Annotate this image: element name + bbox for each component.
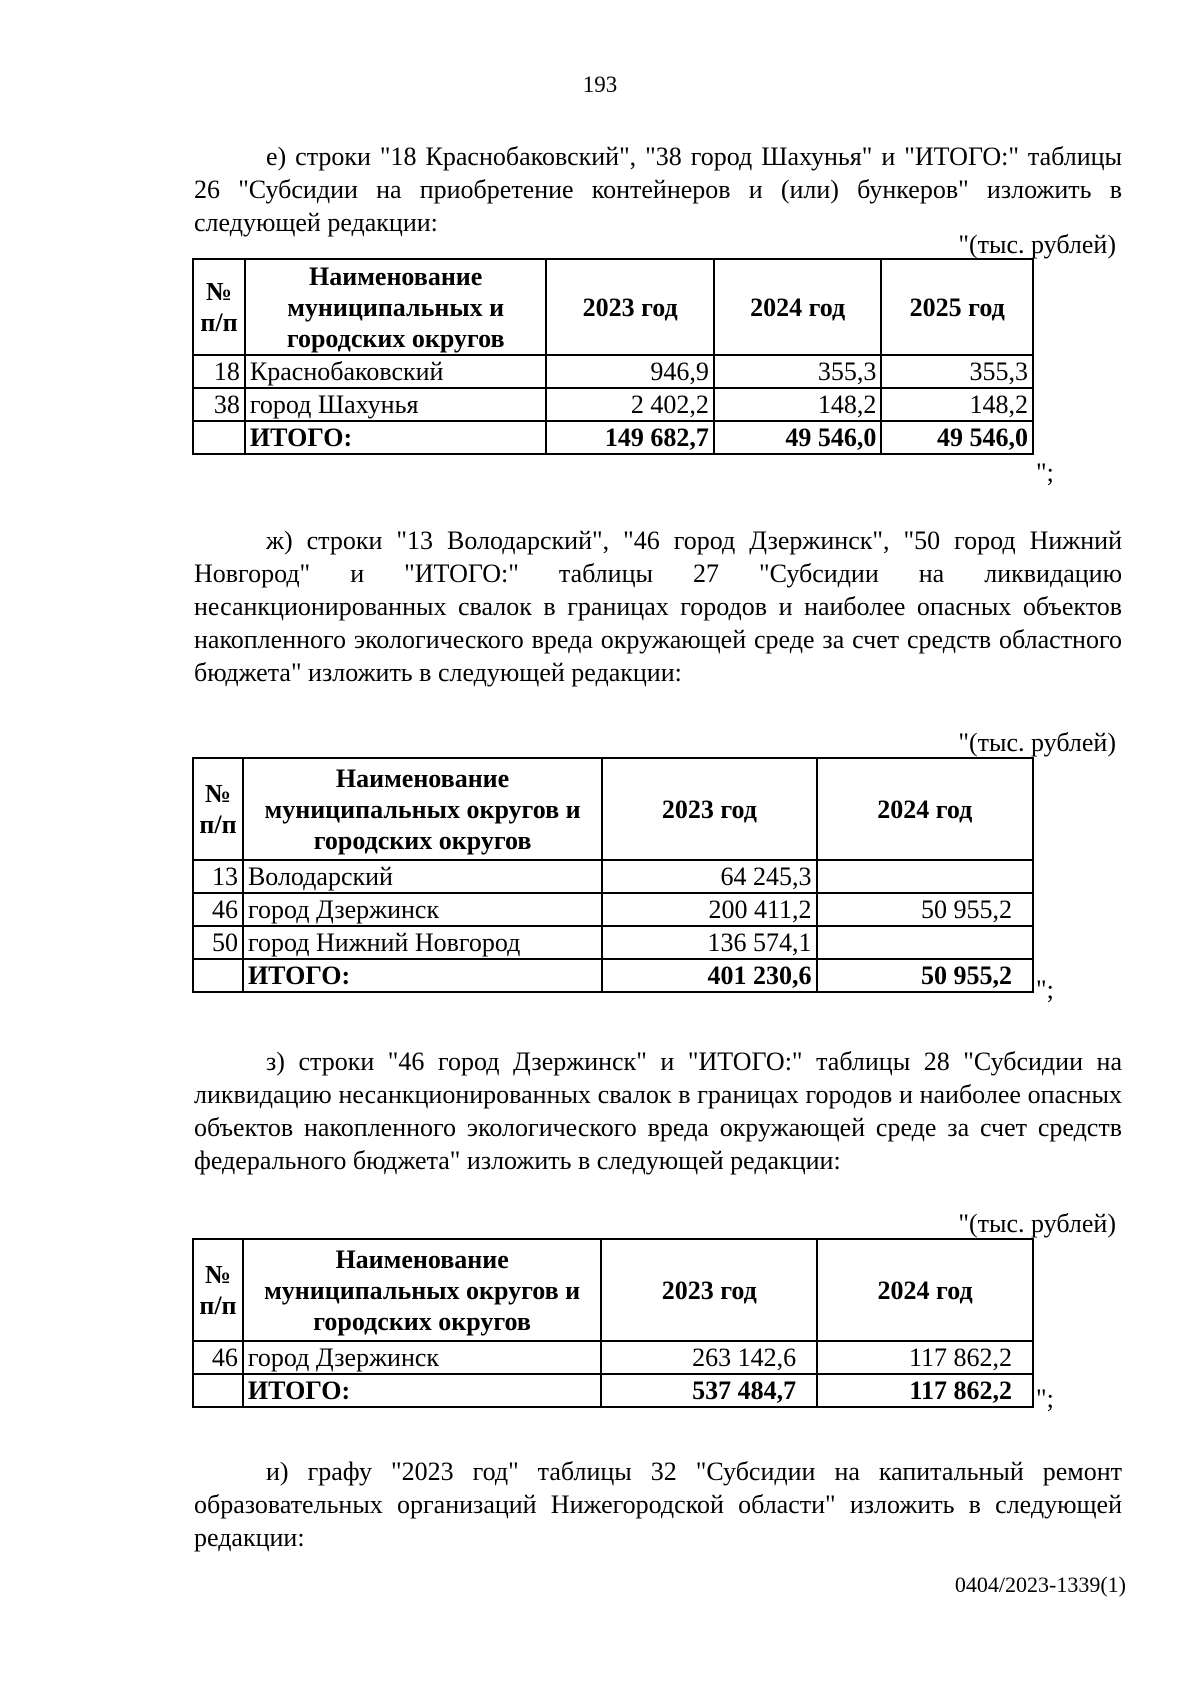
header-2024: 2024 год	[714, 259, 881, 355]
header-num: № п/п	[193, 259, 245, 355]
total-row	[193, 421, 1033, 454]
paragraph-zh	[194, 524, 1122, 689]
row-num: 50	[193, 926, 243, 959]
total-num-cell	[193, 959, 243, 992]
table-26	[192, 258, 1034, 455]
header-name: Наименование муниципальных и городских округов	[245, 259, 547, 355]
header-2023: 2023 год	[602, 758, 816, 860]
row-name: город Дзержинск	[243, 1341, 601, 1374]
header-name: Наименование муниципальных округов и городских округов	[243, 758, 602, 860]
header-num: № п/п	[193, 1239, 243, 1341]
row-2024	[817, 860, 1033, 893]
paragraph-z-text: з) строки "46 город Дзержинск" и "ИТОГО:" таблицы 28 "Субсидии на ликвидацию несанкционированных свалок в границах городов и наиболее опасных объектов накопленного экологического вреда окружающей среде за счет средств федерального бюджета" изложить в следующей редакции:	[194, 1047, 1122, 1175]
table-row	[193, 355, 1033, 388]
total-2023: 149 682,7	[546, 421, 713, 454]
paragraph-e	[194, 140, 1122, 239]
total-2024: 117 862,2	[817, 1374, 1033, 1407]
unit-label-e: "(тыс. рублей)	[958, 230, 1116, 259]
total-2025: 49 546,0	[881, 421, 1033, 454]
paragraph-e-text: е) строки "18 Краснобаковский", "38 город Шахунья" и "ИТОГО:" таблицы 26 "Субсидии на приобретение контейнеров и (или) бункеров" изложить в следующей редакции:	[194, 142, 1122, 237]
row-2025: 148,2	[881, 388, 1033, 421]
total-2024: 50 955,2	[817, 959, 1033, 992]
row-2023: 2 402,2	[546, 388, 713, 421]
row-2025: 355,3	[881, 355, 1033, 388]
row-num: 13	[193, 860, 243, 893]
total-row	[193, 959, 1033, 992]
table-row	[193, 860, 1033, 893]
row-num: 38	[193, 388, 245, 421]
paragraph-i	[194, 1455, 1122, 1554]
table-row	[193, 388, 1033, 421]
table-row	[193, 1341, 1033, 1374]
table-27	[192, 757, 1034, 993]
paragraph-i-text: и) графу "2023 год" таблицы 32 "Субсидии на капитальный ремонт образовательных организаций Нижегородской области" изложить в следующей редакции:	[194, 1457, 1122, 1552]
row-2023: 946,9	[546, 355, 713, 388]
row-2023: 263 142,6	[601, 1341, 817, 1374]
paragraph-zh-text: ж) строки "13 Володарский", "46 город Дзержинск", "50 город Нижний Новгород" и "ИТОГО:" таблицы 27 "Субсидии на ликвидацию несанкционированных свалок в границах городов и наиболее опасных объектов накопленного экологического вреда окружающей среде за счет средств областного бюджета" изложить в следующей редакции:	[194, 526, 1122, 687]
header-2024: 2024 год	[817, 1239, 1033, 1341]
row-2023: 136 574,1	[602, 926, 816, 959]
row-num: 46	[193, 893, 243, 926]
unit-label-zh: "(тыс. рублей)	[958, 728, 1116, 757]
closing-quote-e: ";	[1036, 458, 1054, 487]
row-name: город Шахунья	[245, 388, 547, 421]
row-name: Володарский	[243, 860, 602, 893]
row-2024: 148,2	[714, 388, 881, 421]
table-28	[192, 1238, 1034, 1408]
header-2024: 2024 год	[817, 758, 1033, 860]
closing-quote-zh: ";	[1036, 975, 1054, 1004]
total-2023: 401 230,6	[602, 959, 816, 992]
total-label: ИТОГО:	[243, 959, 602, 992]
total-num-cell	[193, 421, 245, 454]
row-2024: 355,3	[714, 355, 881, 388]
row-2024	[817, 926, 1033, 959]
header-2023: 2023 год	[601, 1239, 817, 1341]
total-2024: 49 546,0	[714, 421, 881, 454]
header-2025: 2025 год	[881, 259, 1033, 355]
total-2023: 537 484,7	[601, 1374, 817, 1407]
unit-label-z: "(тыс. рублей)	[958, 1209, 1116, 1238]
row-num: 18	[193, 355, 245, 388]
closing-quote-z: ";	[1036, 1384, 1054, 1413]
total-label: ИТОГО:	[243, 1374, 601, 1407]
row-2023: 200 411,2	[602, 893, 816, 926]
row-2023: 64 245,3	[602, 860, 816, 893]
row-name: город Дзержинск	[243, 893, 602, 926]
document-id: 0404/2023-1339(1)	[954, 1572, 1126, 1597]
header-num: № п/п	[193, 758, 243, 860]
row-2024: 50 955,2	[817, 893, 1033, 926]
row-num: 46	[193, 1341, 243, 1374]
table-row	[193, 926, 1033, 959]
total-label: ИТОГО:	[245, 421, 547, 454]
total-row	[193, 1374, 1033, 1407]
table-row	[193, 893, 1033, 926]
row-2024: 117 862,2	[817, 1341, 1033, 1374]
header-2023: 2023 год	[546, 259, 713, 355]
page-number: 193	[582, 72, 618, 97]
paragraph-z	[194, 1045, 1122, 1177]
header-name: Наименование муниципальных округов и городских округов	[243, 1239, 601, 1341]
row-name: город Нижний Новгород	[243, 926, 602, 959]
total-num-cell	[193, 1374, 243, 1407]
row-name: Краснобаковский	[245, 355, 547, 388]
